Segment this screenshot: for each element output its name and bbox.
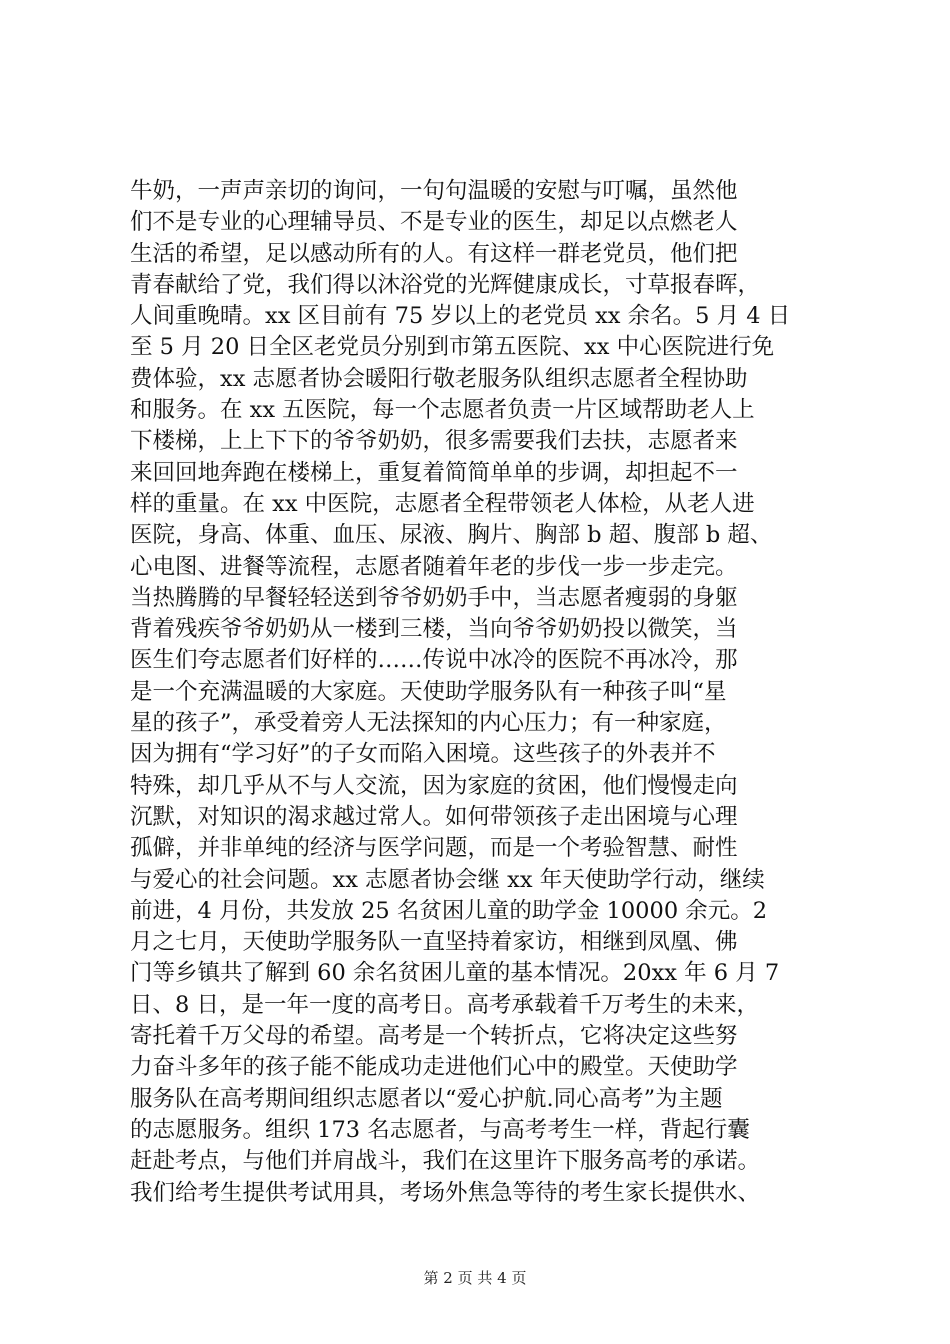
text-line: 前进，4 月份，共发放 25 名贫困儿童的助学金 10000 余元。2 — [130, 897, 768, 924]
text-line: 门等乡镇共了解到 60 余名贫困儿童的基本情况。20xx 年 6 月 7 — [130, 960, 780, 987]
text-line: 下楼梯，上上下下的爷爷奶奶，很多需要我们去扶，志愿者来 — [130, 428, 738, 455]
text-line: 与爱心的社会问题。xx 志愿者协会继 xx 年天使助学行动，继续 — [130, 866, 765, 893]
text-line: 牛奶，一声声亲切的询问，一句句温暖的安慰与叮嘱，虽然他 — [130, 178, 738, 204]
text-line: 是一个充满温暖的大家庭。天使助学服务队有一种孩子叫“星 — [130, 678, 727, 705]
text-line: 医院，身高、体重、血压、尿液、胸片、胸部 b 超、腹部 b 超、 — [130, 522, 773, 549]
text-line: 费体验，xx 志愿者协会暖阳行敬老服务队组织志愿者全程协助 — [130, 365, 748, 392]
text-line: 们不是专业的心理辅导员、不是专业的医生，却足以点燃老人 — [130, 209, 738, 236]
text-line: 力奋斗多年的孩子能不能成功走进他们心中的殿堂。天使助学 — [130, 1054, 738, 1081]
text-line: 服务队在高考期间组织志愿者以“爱心护航.同心高考”为主题 — [130, 1085, 723, 1112]
text-line: 背着残疾爷爷奶奶从一楼到三楼，当向爷爷奶奶投以微笑，当 — [130, 616, 738, 643]
text-line: 青春献给了党，我们得以沐浴党的光辉健康成长，寸草报春晖， — [130, 271, 761, 298]
text-line: 和服务。在 xx 五医院，每一个志愿者负责一片区域帮助老人上 — [130, 397, 755, 424]
text-line: 因为拥有“学习好”的子女而陷入困境。这些孩子的外表并不 — [130, 741, 716, 768]
body-text — [130, 176, 830, 1209]
text-line: 至 5 月 20 日全区老党员分别到市第五医院、xx 中心医院进行免 — [130, 334, 775, 361]
text-line: 的志愿服务。组织 173 名志愿者，与高考考生一样，背起行囊 — [130, 1116, 750, 1143]
text-line: 特殊，却几乎从不与人交流，因为家庭的贫困，他们慢慢走向 — [130, 772, 738, 799]
text-line: 星的孩子”，承受着旁人无法探知的内心压力；有一种家庭， — [130, 710, 727, 737]
text-line: 医生们夸志愿者们好样的……传说中冰冷的医院不再冰冷，那 — [130, 647, 738, 674]
text-line: 当热腾腾的早餐轻轻送到爷爷奶奶手中，当志愿者瘦弱的身躯 — [130, 584, 738, 611]
text-line: 样的重量。在 xx 中医院，志愿者全程带领老人体检，从老人进 — [130, 490, 755, 517]
text-line: 人间重晚晴。xx 区目前有 75 岁以上的老党员 xx 余名。5 月 4 日 — [130, 303, 791, 330]
text-line: 生活的希望，足以感动所有的人。有这样一群老党员，他们把 — [130, 240, 738, 267]
text-line: 赶赴考点，与他们并肩战斗，我们在这里许下服务高考的承诺。 — [130, 1148, 761, 1175]
text-line: 心电图、进餐等流程，志愿者随着年老的步伐一步一步走完。 — [130, 553, 738, 580]
text-line: 来回回地奔跑在楼梯上，重复着简简单单的步调，却担起不一 — [130, 459, 738, 486]
text-line: 寄托着千万父母的希望。高考是一个转折点，它将决定这些努 — [130, 1023, 738, 1050]
text-line: 沉默，对知识的渴求越过常人。如何带领孩子走出困境与心理 — [130, 803, 738, 830]
text-line: 日、8 日，是一年一度的高考日。高考承载着千万考生的未来， — [130, 991, 759, 1018]
page-footer: 第 2 页 共 4 页 — [423, 1269, 527, 1287]
text-line: 我们给考生提供考试用具，考场外焦急等待的考生家长提供水、 — [130, 1179, 761, 1206]
text-line: 月之七月，天使助学服务队一直坚持着家访，相继到凤凰、佛 — [130, 929, 738, 956]
text-line: 孤僻，并非单纯的经济与医学问题，而是一个考验智慧、耐性 — [130, 835, 738, 862]
